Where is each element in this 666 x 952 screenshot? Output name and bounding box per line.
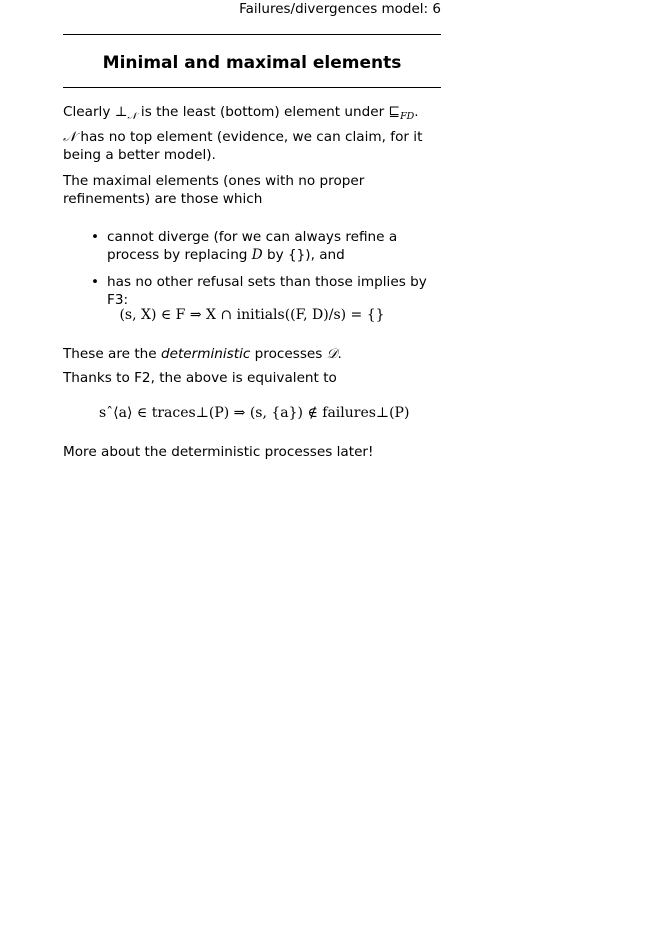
page-number: 6 [432,1,441,17]
bullet-list [91,228,441,318]
text-run: has no other refusal sets than those implies by F3: [107,274,427,308]
bullet-icon: • [91,274,100,290]
paragraph-deterministic [63,345,441,363]
formula-f3: (s, X) ∈ F ⇒ X ∩ initials((F, D)/s) = {} [119,307,385,323]
slide-title: Minimal and maximal elements [102,53,402,73]
paragraph-f2: Thanks to F2, the above is equivalent to [63,370,337,386]
paragraph-more: More about the deterministic processes later! [63,444,374,460]
text-run: processes [250,346,327,362]
text-run: . [337,346,342,362]
running-head [239,1,441,17]
text-run: is the least (bottom) element under [136,104,389,120]
math-D: D [251,247,263,263]
text-run: Clearly [63,104,115,120]
bottom-rule [63,87,441,88]
text-run: These are the [63,346,161,362]
model-symbol-N: 𝒩 [63,129,77,145]
deterministic-term: deterministic [160,346,251,362]
text-run: by {}), and [262,247,345,263]
paragraph-bottom-element [63,103,441,126]
text-run: has no top element (evidence, we can claim, for it being a better model). [63,129,423,163]
text-run: . [414,104,419,120]
subscript-FD: FD [400,111,415,122]
list-item [91,228,441,264]
top-rule [63,34,441,35]
bullet-icon: • [91,229,100,245]
refinement-symbol: ⊑ [388,104,401,120]
formula-equivalent: sˆ⟨a⟩ ∈ traces⊥(P) ⇒ (s, {a}) ∉ failures⊥(P) [99,405,410,421]
set-symbol-D: 𝒟 [326,346,338,362]
running-title: Failures/divergences model: [239,1,429,17]
list-item [91,273,441,309]
subscript-N: 𝒩 [127,111,137,122]
paragraph-maximal: The maximal elements (ones with no proper refinements) are those which [63,173,365,207]
text-run: cannot diverge (for we can always refine a process by replacing [107,229,398,263]
bottom-symbol: ⊥ [114,104,128,120]
paragraph-no-top [63,128,441,164]
